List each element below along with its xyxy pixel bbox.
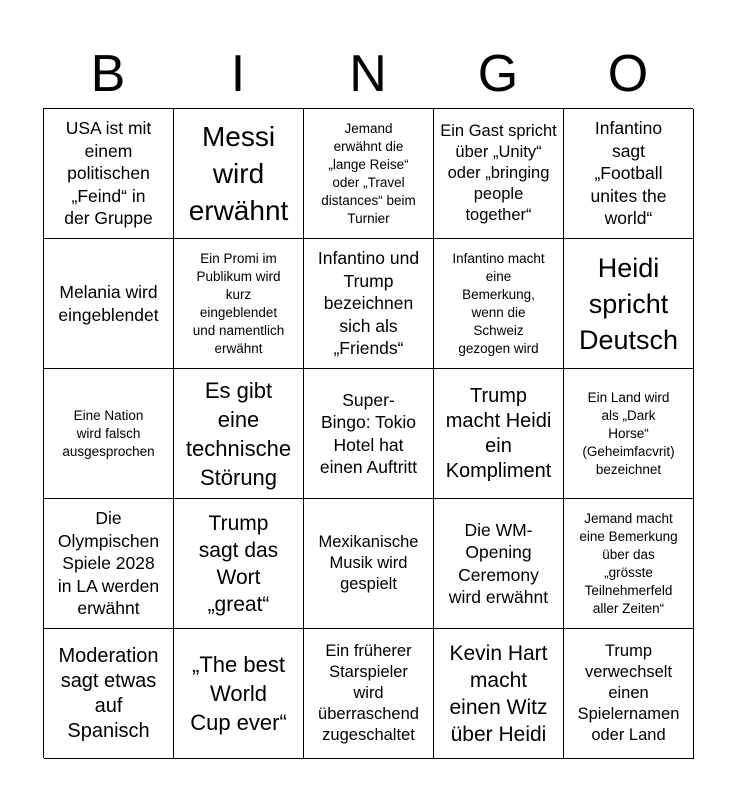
cell-text: Jemand macht eine Bemerkung über das „grösste Teilnehmerfeld aller Zeiten“ [579, 510, 678, 616]
cell-text: Eine Nation wird falsch ausgesprochen [62, 407, 155, 459]
bingo-cell-r3c2[interactable] [174, 369, 304, 499]
cell-text: Super- Bingo: Tokio Hotel hat einen Auftritt [319, 389, 418, 477]
header-letter-g: G [477, 45, 519, 103]
bingo-cell-r1c2[interactable] [174, 109, 304, 239]
cell-text: Messi wird erwähnt [188, 121, 289, 226]
cell-text: Infantino und Trump bezeichnen sich als „Friends“ [317, 248, 420, 359]
bingo-header [43, 40, 693, 108]
cell-text: Moderation sagt etwas auf Spanisch [58, 644, 159, 742]
cell-text: Trump verwechselt einen Spielernamen oder Land [577, 642, 680, 744]
cell-text: Die Olympischen Spiele 2028 in LA werden erwähnt [57, 508, 160, 619]
header-letter-i: I [230, 45, 246, 103]
cell-text: Trump macht Heidi ein Kompliment [445, 384, 552, 482]
bingo-cell-r4c4[interactable] [434, 499, 564, 629]
header-letter-b: B [90, 45, 126, 103]
bingo-cell-r1c1[interactable] [44, 109, 174, 239]
cell-text: Mexikanische Musik wird gespielt [318, 533, 419, 593]
cell-text: Es gibt eine technische Störung [185, 377, 292, 490]
bingo-cell-r2c2[interactable] [174, 239, 304, 369]
cell-text: Ein früherer Starspieler wird überraschend zugeschaltet [318, 642, 419, 744]
bingo-cell-r2c3[interactable] [304, 239, 434, 369]
bingo-cell-r5c1[interactable] [44, 629, 174, 759]
bingo-cell-r5c2[interactable] [174, 629, 304, 759]
bingo-cell-r3c5[interactable] [564, 369, 694, 499]
cell-text: Infantino sagt „Football unites the world“ [590, 118, 667, 229]
bingo-cell-r4c1[interactable] [44, 499, 174, 629]
bingo-cell-r1c4[interactable] [434, 109, 564, 239]
cell-text: Heidi spricht Deutsch [578, 252, 679, 355]
cell-text: Die WM- Opening Ceremony wird erwähnt [448, 519, 549, 607]
bingo-cell-r3c4[interactable] [434, 369, 564, 499]
cell-text: Ein Land wird als „Dark Horse“ (Geheimfacvrit) bezeichnet [582, 389, 675, 477]
cell-text: Melania wird eingeblendet [58, 282, 159, 325]
cell-text: USA ist mit einem politischen „Feind“ in der Gruppe [64, 118, 153, 229]
cell-text: Ein Promi im Publikum wird kurz eingeblendet und namentlich erwähnt [192, 250, 285, 356]
bingo-cell-r2c1[interactable] [44, 239, 174, 369]
cell-text: Trump sagt das Wort „great“ [198, 511, 279, 616]
header-letter-n: N [349, 45, 387, 103]
bingo-cell-r2c5[interactable] [564, 239, 694, 369]
bingo-cell-r4c5[interactable] [564, 499, 694, 629]
bingo-cell-r3c1[interactable] [44, 369, 174, 499]
bingo-cell-r4c2[interactable] [174, 499, 304, 629]
cell-text: Kevin Hart macht einen Witz über Heidi [449, 641, 548, 746]
cell-text: Jemand erwähnt die „lange Reise“ oder „Travel distances“ beim Turnier [321, 120, 416, 226]
bingo-board [43, 108, 693, 758]
bingo-cell-r5c5[interactable] [564, 629, 694, 759]
bingo-cell-r2c4[interactable] [434, 239, 564, 369]
bingo-cell-r3c3[interactable] [304, 369, 434, 499]
bingo-cell-r1c3[interactable] [304, 109, 434, 239]
bingo-cell-r1c5[interactable] [564, 109, 694, 239]
cell-text: Ein Gast spricht über „Unity“ oder „bringing people together“ [440, 122, 557, 224]
bingo-cell-r4c3[interactable] [304, 499, 434, 629]
bingo-cell-r5c4[interactable] [434, 629, 564, 759]
cell-text: Infantino macht eine Bemerkung, wenn die Schweiz gezogen wird [452, 250, 545, 356]
bingo-cell-r5c3[interactable] [304, 629, 434, 759]
header-letter-o: O [607, 45, 649, 103]
cell-text: „The best World Cup ever“ [190, 652, 287, 735]
